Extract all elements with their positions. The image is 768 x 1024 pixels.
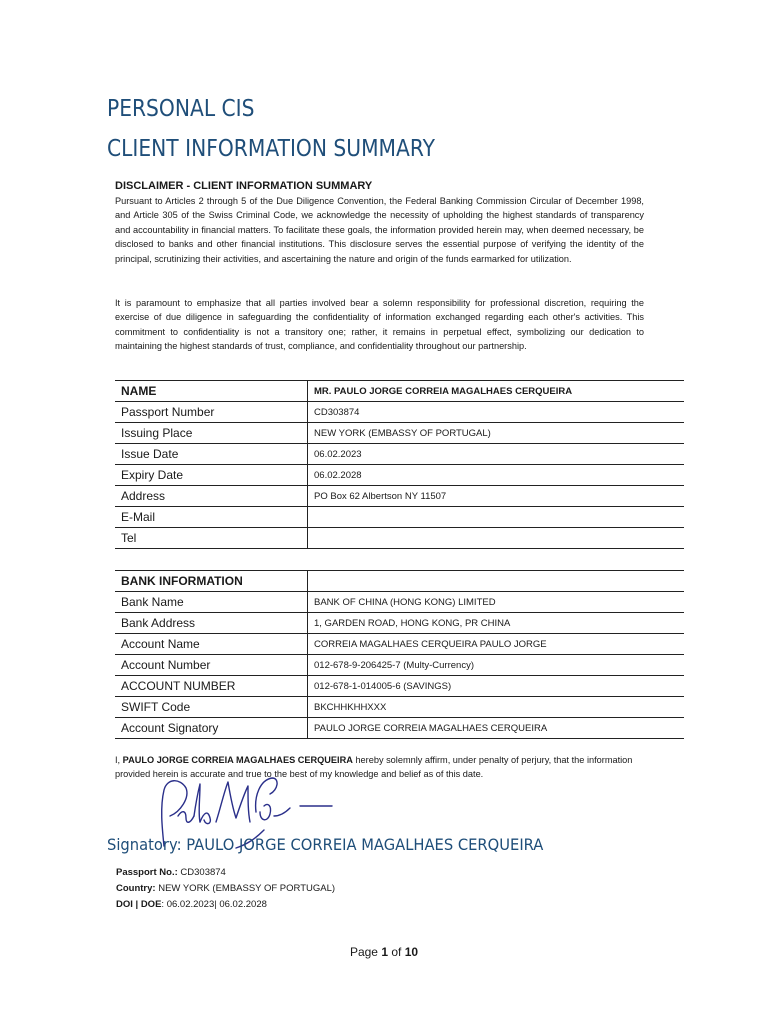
table-label: Issuing Place (115, 423, 308, 444)
table-label: NAME (115, 381, 308, 402)
affirmation-name: PAULO JORGE CORREIA MAGALHAES CERQUEIRA (122, 755, 353, 765)
disclaimer-heading: DISCLAIMER - CLIENT INFORMATION SUMMARY (115, 180, 373, 192)
table-value: BANK OF CHINA (HONG KONG) LIMITED (308, 592, 685, 613)
table-label: Account Name (115, 634, 308, 655)
table-row (115, 465, 684, 486)
table-row (115, 486, 684, 507)
table-value: BKCHHKHHXXX (308, 697, 685, 718)
table-label: Passport Number (115, 402, 308, 423)
table-value: CD303874 (308, 402, 685, 423)
passport-label: Passport No.: (116, 867, 178, 878)
table-label: Account Number (115, 655, 308, 676)
page-total: 10 (404, 945, 419, 959)
table-label: Bank Name (115, 592, 308, 613)
page-mid: of (388, 945, 405, 959)
table-value: MR. PAULO JORGE CORREIA MAGALHAES CERQUEIRA (308, 381, 685, 402)
table-value: 1, GARDEN ROAD, HONG KONG, PR CHINA (308, 613, 685, 634)
table-label: Account Signatory (115, 718, 308, 739)
page-number (0, 945, 768, 959)
country-label: Country: (116, 883, 156, 894)
table-row (115, 634, 684, 655)
signatory-line: Signatory: PAULO JORGE CORREIA MAGALHAES CERQUEIRA (107, 835, 544, 854)
table-row (115, 655, 684, 676)
table-row (115, 423, 684, 444)
table-label: Tel (115, 528, 308, 549)
table-value: 06.02.2028 (308, 465, 685, 486)
table-value: 06.02.2023 (308, 444, 685, 465)
personal-info-table (115, 380, 684, 549)
table-value: 012-678-1-014005-6 (SAVINGS) (308, 676, 685, 697)
dates-detail (116, 899, 267, 910)
affirmation-prefix: I, (115, 755, 123, 765)
table-label: ACCOUNT NUMBER (115, 676, 308, 697)
table-row (115, 676, 684, 697)
table-label: Bank Address (115, 613, 308, 634)
table-row (115, 571, 684, 592)
disclaimer-paragraph: Pursuant to Articles 2 through 5 of the Due Diligence Convention, the Federal Banking Commission Circular of December 1998, and Article 305 of the Swiss Criminal Code, we acknowledge the necessity of upholding the highest standards of transparency and accountability in financial matters. To facilitate these goals, the information provided herein may, when deemed necessary, be disclosed to banks and other financial institutions. This disclosure serves the essential purpose of verifying the identity of the principal, scrutinizing their activities, and ascertaining the nature and origin of the funds earmarked for utilization. (115, 196, 644, 264)
passport-value: CD303874 (177, 867, 226, 878)
document-title: PERSONAL CIS (107, 96, 255, 122)
dates-label: DOI | DOE (116, 899, 162, 910)
table-row (115, 381, 684, 402)
table-row (115, 592, 684, 613)
table-value (308, 571, 685, 592)
table-row (115, 718, 684, 739)
table-value: NEW YORK (EMBASSY OF PORTUGAL) (308, 423, 685, 444)
page-prefix: Page (349, 945, 382, 959)
table-label: Expiry Date (115, 465, 308, 486)
document-subtitle: CLIENT INFORMATION SUMMARY (107, 136, 435, 162)
bank-info-table (115, 570, 684, 739)
table-row (115, 697, 684, 718)
page-current: 1 (381, 945, 388, 959)
passport-detail (116, 867, 226, 878)
table-label: Issue Date (115, 444, 308, 465)
table-row (115, 528, 684, 549)
country-detail (116, 883, 335, 894)
table-label: SWIFT Code (115, 697, 308, 718)
table-label: E-Mail (115, 507, 308, 528)
table-row (115, 613, 684, 634)
table-value: CORREIA MAGALHAES CERQUEIRA PAULO JORGE (308, 634, 685, 655)
table-value (308, 528, 685, 549)
table-row (115, 402, 684, 423)
affirmation-text: hereby solemnly affirm, under penalty of perjury, that the information provided herein is accurate and true to the best of my knowledge and belief as of this date. (115, 755, 633, 780)
table-row (115, 444, 684, 465)
disclaimer-paragraph: It is paramount to emphasize that all parties involved bear a solemn responsibility for professional discretion, requiring the exercise of due diligence in safeguarding the confidentiality of information exchanged regarding each other's activities. This commitment to confidentiality is not a transitory one; rather, it remains in perpetual effect, symbolizing our dedication to maintaining the highest standards of trust, compliance, and confidentiality throughout our partnership. (115, 298, 644, 352)
table-value: 012-678-9-206425-7 (Multy-Currency) (308, 655, 685, 676)
country-value: NEW YORK (EMBASSY OF PORTUGAL) (155, 883, 336, 894)
table-label: Address (115, 486, 308, 507)
table-value (308, 507, 685, 528)
table-row (115, 507, 684, 528)
dates-value: : 06.02.2023| 06.02.2028 (161, 899, 267, 910)
table-value: PO Box 62 Albertson NY 11507 (308, 486, 685, 507)
table-value: PAULO JORGE CORREIA MAGALHAES CERQUEIRA (308, 718, 685, 739)
table-label: BANK INFORMATION (115, 571, 308, 592)
